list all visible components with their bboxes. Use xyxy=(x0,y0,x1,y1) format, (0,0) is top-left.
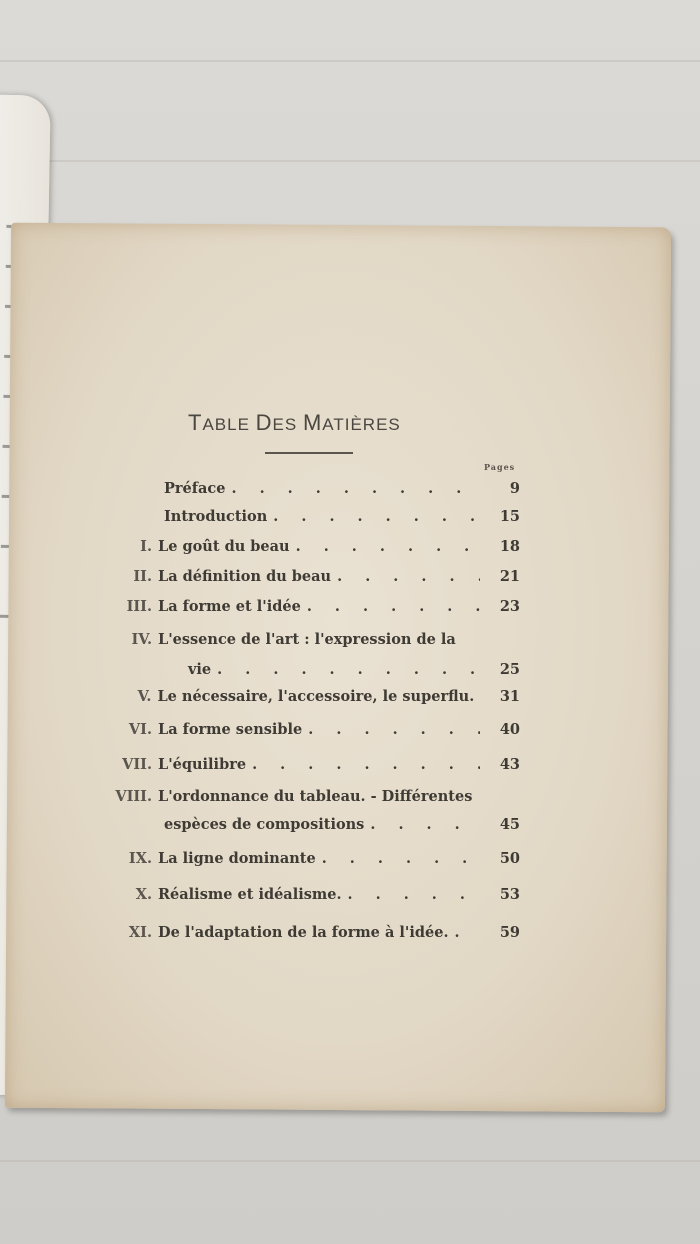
leader-dots xyxy=(211,661,480,678)
leader-dots xyxy=(267,508,480,525)
toc-entry xyxy=(60,850,520,872)
toc-entry xyxy=(60,661,520,683)
leader-dots xyxy=(364,816,480,833)
chapter-title: De l'adaptation de la forme à l'idée. xyxy=(158,924,449,941)
toc-entry xyxy=(60,631,520,653)
chapter-title-continued: espèces de compositions xyxy=(164,816,365,833)
surface-grain xyxy=(0,160,700,162)
surface-grain xyxy=(0,60,700,62)
page-number: 50 xyxy=(499,850,520,867)
toc-entry xyxy=(60,788,520,810)
pages-column-header: Pages xyxy=(484,462,516,472)
chapter-numeral: II. xyxy=(133,568,152,585)
page-number: 31 xyxy=(499,688,520,705)
chapter-numeral: VI. xyxy=(128,721,152,738)
chapter-title: La forme sensible xyxy=(158,721,303,738)
page-number: 15 xyxy=(499,508,520,525)
page-number: 9 xyxy=(509,480,520,497)
chapter-numeral: VII. xyxy=(122,756,152,773)
chapter-title: Introduction xyxy=(164,508,268,525)
leader-dots xyxy=(246,756,480,773)
chapter-title: La ligne dominante xyxy=(158,850,316,867)
chapter-title: Le nécessaire, l'accessoire, le superflu. xyxy=(157,688,475,705)
chapter-title: L'essence de l'art : l'expression de la xyxy=(158,631,456,648)
toc-entry xyxy=(60,598,520,620)
chapter-numeral: III. xyxy=(126,598,152,615)
leader-dots xyxy=(290,538,480,555)
surface-grain xyxy=(0,1160,700,1162)
chapter-title: L'ordonnance du tableau. - Différentes xyxy=(158,788,473,805)
chapter-title: Préface xyxy=(164,480,226,497)
chapter-numeral: XI. xyxy=(128,924,152,941)
leader-dots xyxy=(449,924,481,941)
page-title: TABLE DES MATIÈRES xyxy=(188,410,401,435)
toc-entry xyxy=(60,480,520,502)
page-number: 45 xyxy=(499,816,520,833)
leader-dots xyxy=(225,480,480,497)
page-number: 40 xyxy=(499,721,520,738)
page-number: 21 xyxy=(499,568,520,585)
page-number: 53 xyxy=(499,886,520,903)
chapter-title-continued: vie xyxy=(188,661,212,678)
toc-entry xyxy=(60,688,520,710)
title-rule xyxy=(265,452,353,454)
chapter-numeral: IX. xyxy=(128,850,152,867)
chapter-title: Réalisme et idéalisme. xyxy=(158,886,342,903)
chapter-numeral: IV. xyxy=(131,631,152,648)
toc-entry xyxy=(60,721,520,743)
chapter-title: La définition du beau xyxy=(158,568,332,585)
leader-dots xyxy=(316,850,480,867)
chapter-title: La forme et l'idée xyxy=(158,598,301,615)
toc-entry xyxy=(60,886,520,908)
page-number: 18 xyxy=(499,538,520,555)
page-number: 25 xyxy=(499,661,520,678)
toc-entry xyxy=(60,924,520,946)
chapter-title: L'équilibre xyxy=(158,756,247,773)
leader-dots xyxy=(342,886,480,903)
chapter-numeral: VIII. xyxy=(115,788,152,805)
chapter-title: Le goût du beau xyxy=(158,538,290,555)
leader-dots xyxy=(302,721,480,738)
toc-entry xyxy=(60,568,520,590)
leader-dots xyxy=(331,568,480,585)
toc-entry xyxy=(60,756,520,778)
page-number: 43 xyxy=(499,756,520,773)
page-number: 23 xyxy=(499,598,520,615)
toc-entry xyxy=(60,538,520,560)
chapter-numeral: X. xyxy=(135,886,152,903)
page-number: 59 xyxy=(499,924,520,941)
toc-entry xyxy=(60,816,520,838)
chapter-numeral: V. xyxy=(137,688,152,705)
leader-dots xyxy=(301,598,480,615)
chapter-numeral: I. xyxy=(140,538,152,555)
toc-entry xyxy=(60,508,520,530)
